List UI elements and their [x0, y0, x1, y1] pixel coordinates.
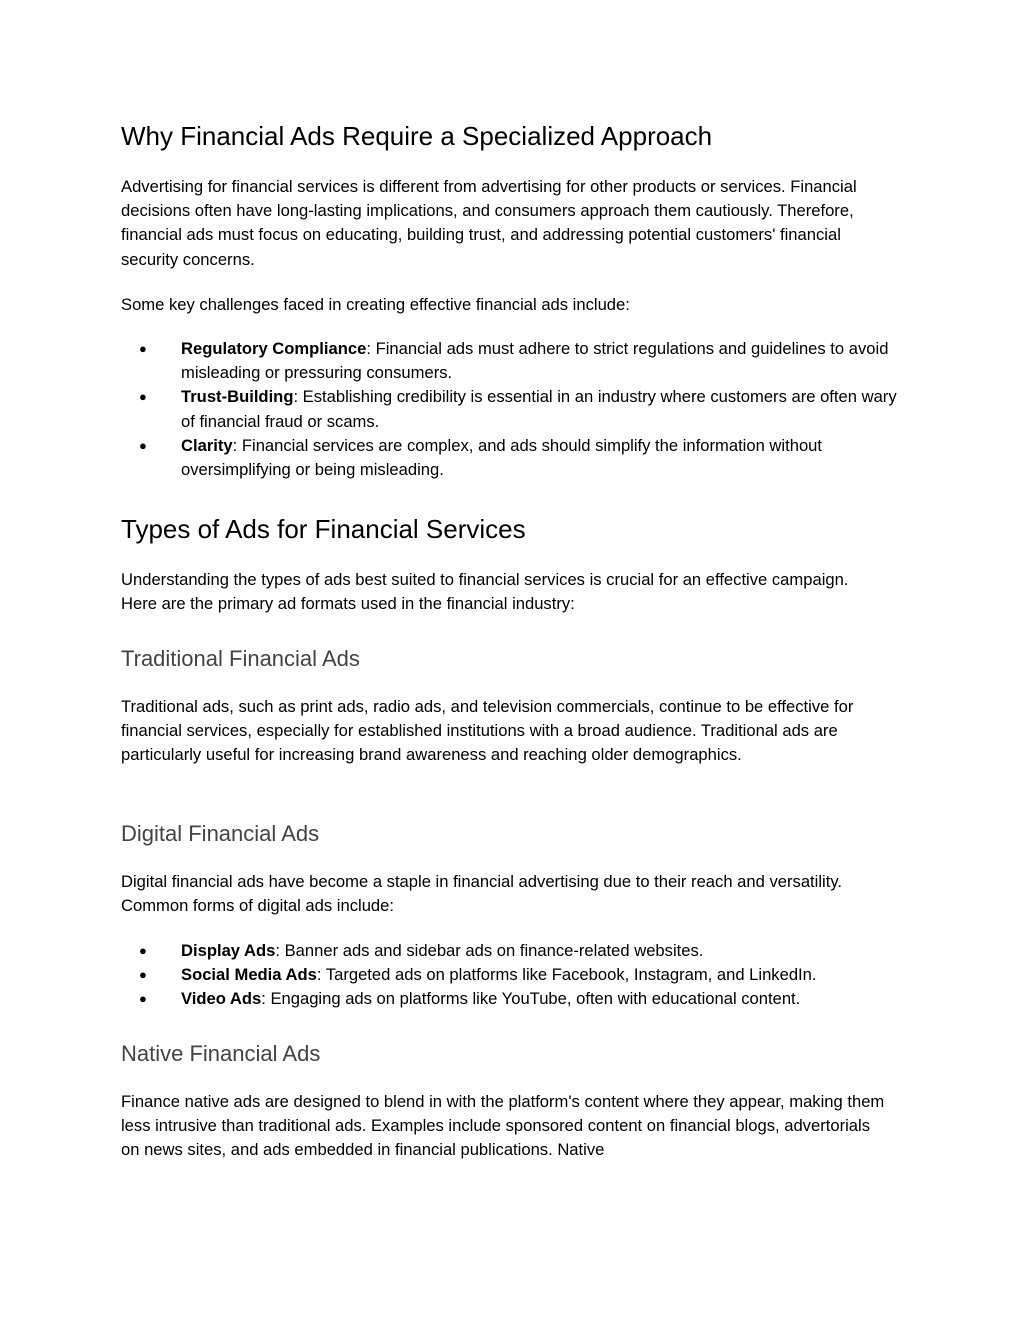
bullet-icon: ● — [139, 341, 147, 356]
paragraph-advertising-intro: Advertising for financial services is different from advertising for other products or services. Financial decisions often have long-lasting implications, and consumers approach them cautiously. Therefore, financial ads must focus on educating, building trust, and addressing potential customers' financial security concerns. — [121, 177, 857, 269]
paragraph-native-ads: Finance native ads are designed to blend in with the platform's content where they appear, making them less intrusive than traditional ads. Examples include sponsored content on financial blogs, advertorials on news sites, and ads embedded in financial publications. Native — [121, 1092, 885, 1160]
heading-digital-ads: Digital Financial Ads — [121, 821, 320, 846]
heading-traditional-ads: Traditional Financial Ads — [121, 646, 360, 671]
bullet-icon: ● — [139, 967, 147, 983]
list-item — [121, 385, 911, 433]
list-item-text: : Establishing credibility is essential in an industry where customers are often wary of financial fraud or scams. — [181, 387, 897, 431]
list-item-text: : Financial services are complex, and ads should simplify the information without oversimplifying or being misleading. — [181, 435, 823, 480]
list-item-text: : Engaging ads on platforms like YouTube, often with educational content. — [261, 989, 801, 1009]
list-item-text: : Targeted ads on platforms like Facebook, Instagram, and LinkedIn. — [316, 965, 817, 985]
heading-native-ads: Native Financial Ads — [121, 1041, 321, 1066]
bullet-icon: ● — [139, 389, 147, 405]
bullet-icon: ● — [139, 991, 147, 1007]
bullet-icon: ● — [139, 943, 147, 958]
list-item — [121, 963, 921, 987]
paragraph-digital-ads: Digital financial ads have become a staple in financial advertising due to their reach and versatility. Common forms of digital ads include: — [121, 872, 843, 916]
list-item-text: : Financial ads must adhere to strict regulations and guidelines to avoid misleading or pressuring consumers. — [181, 339, 889, 383]
paragraph-key-challenges: Some key challenges faced in creating effective financial ads include: — [121, 295, 630, 314]
list-item — [121, 337, 911, 385]
bullet-icon: ● — [139, 437, 147, 453]
list-item-term: Social Media Ads — [181, 965, 317, 985]
list-item-term: Video Ads — [181, 989, 262, 1009]
list-item-term: Regulatory Compliance — [181, 339, 367, 358]
list-item-text: : Banner ads and sidebar ads on finance-related websites. — [275, 941, 704, 960]
list-item — [121, 434, 911, 482]
heading-why-financial-ads: Why Financial Ads Require a Specialized Approach — [121, 121, 713, 151]
heading-types-of-ads: Types of Ads for Financial Services — [121, 514, 526, 544]
digital-ads-list — [121, 939, 911, 1012]
list-item-term: Trust-Building — [181, 387, 294, 407]
list-item — [121, 939, 921, 963]
list-item-term: Display Ads — [181, 941, 276, 960]
paragraph-types-intro: Understanding the types of ads best suited to financial services is crucial for an effective campaign. Here are the primary ad formats used in the financial industry: — [121, 570, 849, 614]
challenges-list — [121, 337, 911, 482]
list-item — [121, 987, 921, 1011]
list-item-term: Clarity — [181, 435, 233, 455]
paragraph-traditional-ads: Traditional ads, such as print ads, radio ads, and television commercials, continue to be effective for financial services, especially for established institutions with a broad audience. Traditional ads are particularly useful for increasing brand awareness and reaching older demographics. — [121, 697, 854, 765]
